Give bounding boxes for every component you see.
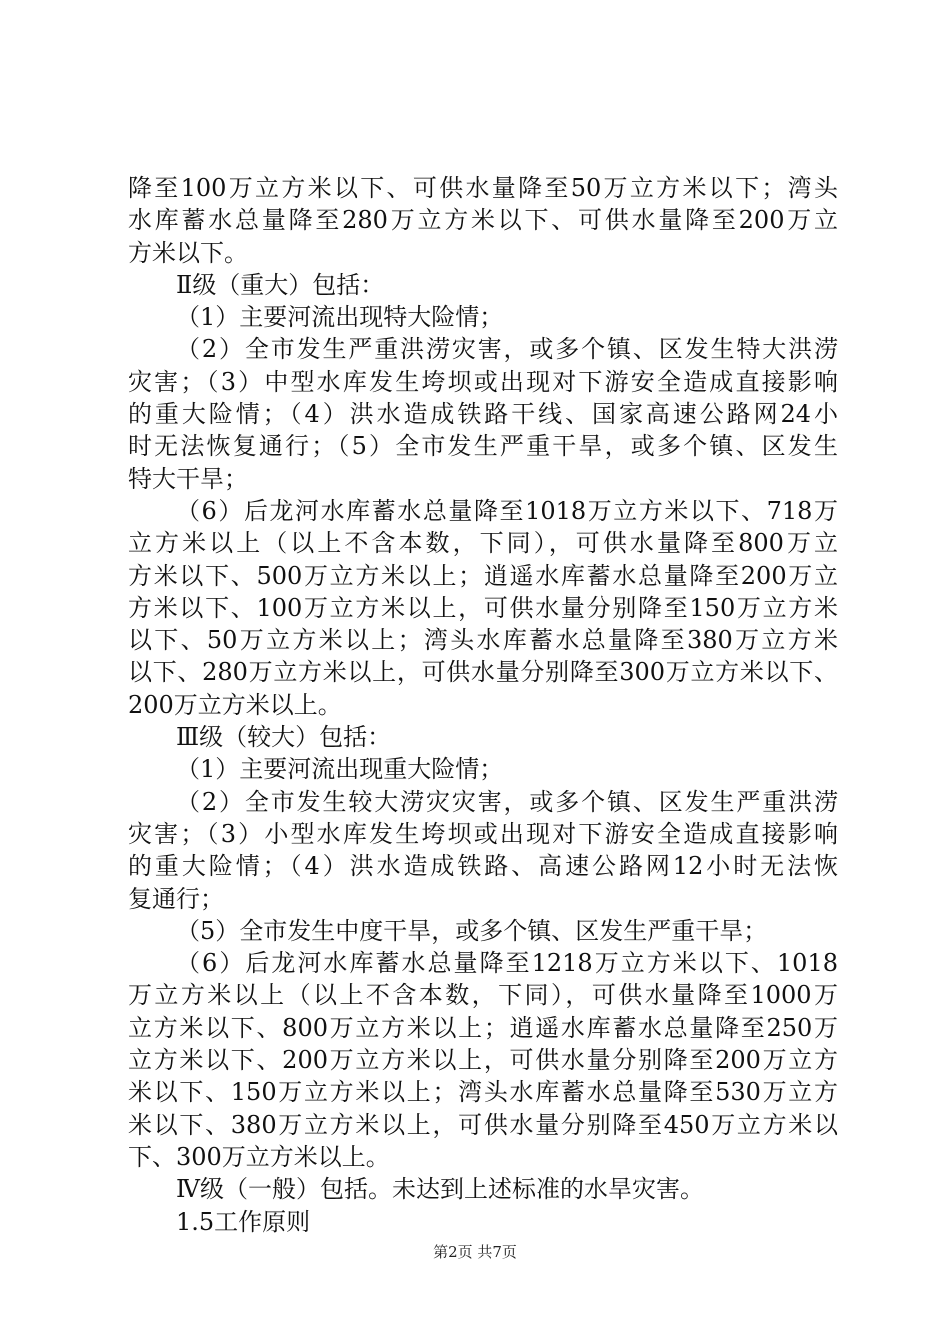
text-line: 方米以下、500万立方米以上；逍遥水库蓄水总量降至200万立 <box>128 561 838 590</box>
text-line: 时无法恢复通行；（5）全市发生严重干旱，或多个镇、区发生 <box>128 432 838 461</box>
text-line: （5）全市发生中度干旱，或多个镇、区发生严重干旱； <box>176 916 768 945</box>
text-line: （1）主要河流出现特大险情； <box>176 303 504 332</box>
text-line: 降至100万立方米以下、可供水量降至50万立方米以下；湾头 <box>128 174 838 202</box>
text-line: 以下、50万立方米以上；湾头水库蓄水总量降至380万立方米 <box>128 626 838 655</box>
text-line: 灾害；（3）中型水库发生垮坝或出现对下游安全造成直接影响 <box>128 367 838 396</box>
text-line: 米以下、150万立方米以上；湾头水库蓄水总量降至530万立方 <box>128 1078 838 1107</box>
text-line: 的重大险情；（4）洪水造成铁路干线、国家高速公路网24小 <box>128 400 838 429</box>
text-line: 立方米以下、800万立方米以上；逍遥水库蓄水总量降至250万 <box>128 1013 838 1042</box>
text-line: 方米以下。 <box>128 238 248 267</box>
text-line: 米以下、380万立方米以上，可供水量分别降至450万立方米以 <box>128 1110 838 1139</box>
text-line: （2）全市发生较大涝灾灾害，或多个镇、区发生严重洪涝 <box>176 787 838 816</box>
text-line: 方米以下、100万立方米以上，可供水量分别降至150万立方米 <box>128 593 838 622</box>
text-line: 特大干旱； <box>128 464 248 493</box>
document-body <box>128 172 838 1238</box>
text-line: Ⅱ级（重大）包括： <box>176 270 385 299</box>
text-line: 复通行； <box>128 884 224 913</box>
text-line: 灾害；（3）小型水库发生垮坝或出现对下游安全造成直接影响 <box>128 819 838 848</box>
text-line: 的重大险情；（4）洪水造成铁路、高速公路网12小时无法恢 <box>128 852 838 881</box>
text-line: 1.5工作原则 <box>176 1207 311 1236</box>
text-line: 以下、280万立方米以上，可供水量分别降至300万立方米以下、 <box>128 658 838 687</box>
text-line: 200万立方米以上。 <box>128 690 342 719</box>
text-line: （6）后龙河水库蓄水总量降至1218万立方米以下、1018 <box>176 949 838 978</box>
text-line: 立方米以上（以上不含本数，下同），可供水量降至800万立 <box>128 529 838 558</box>
text-line: 万立方米以上（以上不含本数，下同），可供水量降至1000万 <box>128 981 838 1010</box>
text-line: 水库蓄水总量降至280万立方米以下、可供水量降至200万立 <box>128 206 838 235</box>
text-line: 下、300万立方米以上。 <box>128 1142 390 1171</box>
text-line: 立方米以下、200万立方米以上，可供水量分别降至200万立方 <box>128 1046 838 1075</box>
text-line: Ⅳ级（一般）包括。未达到上述标准的水旱灾害。 <box>176 1175 704 1204</box>
text-line: （1）主要河流出现重大险情； <box>176 755 504 784</box>
text-line: （6）后龙河水库蓄水总量降至1018万立方米以下、718万 <box>176 496 838 525</box>
page-footer: 第2页 共7页 <box>433 1243 517 1261</box>
text-line: Ⅲ级（较大）包括： <box>176 723 392 752</box>
text-line: （2）全市发生严重洪涝灾害，或多个镇、区发生特大洪涝 <box>176 335 838 364</box>
